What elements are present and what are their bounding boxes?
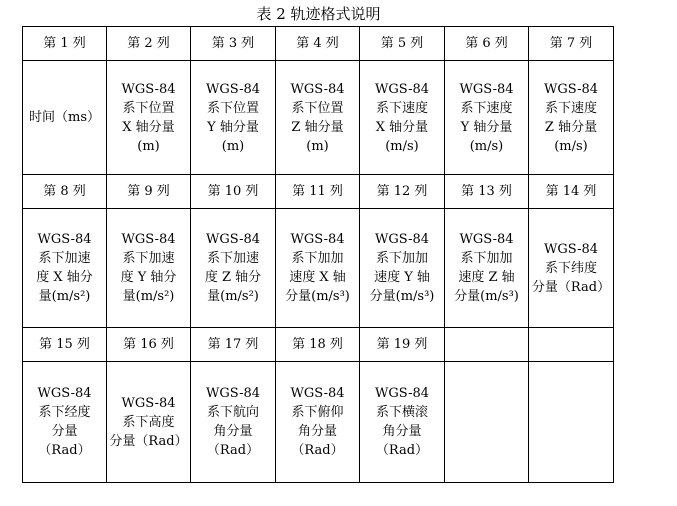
- column-description: WGS-84 系下速度 Z 轴分量 (m/s): [529, 61, 614, 175]
- column-description: WGS-84 系下速度 Y 轴分量 (m/s): [445, 61, 529, 175]
- column-description: WGS-84 系下横滚 角分量 （Rad）: [360, 362, 445, 483]
- column-description: 时间（ms）: [23, 61, 107, 175]
- column-description: [445, 362, 529, 483]
- column-header: 第 13 列: [445, 175, 529, 209]
- column-header: 第 19 列: [360, 328, 445, 362]
- column-header: 第 12 列: [360, 175, 445, 209]
- column-description: WGS-84 系下速度 X 轴分量 (m/s): [360, 61, 445, 175]
- column-header: 第 6 列: [445, 27, 529, 61]
- column-header: 第 5 列: [360, 27, 445, 61]
- column-header: 第 7 列: [529, 27, 614, 61]
- column-header: 第 16 列: [107, 328, 191, 362]
- table-caption: 表 2 轨迹格式说明: [256, 5, 381, 23]
- column-header: 第 17 列: [191, 328, 276, 362]
- column-header: 第 18 列: [276, 328, 360, 362]
- column-header: 第 1 列: [23, 27, 107, 61]
- column-header: 第 8 列: [23, 175, 107, 209]
- column-header: 第 2 列: [107, 27, 191, 61]
- column-header: 第 9 列: [107, 175, 191, 209]
- column-header: 第 15 列: [23, 328, 107, 362]
- column-description: WGS-84 系下位置 X 轴分量 (m): [107, 61, 191, 175]
- column-description: WGS-84 系下航向 角分量 （Rad）: [191, 362, 276, 483]
- column-description: WGS-84 系下加加 速度 Z 轴 分量(m/s³): [445, 209, 529, 328]
- trajectory-format-table: [22, 26, 614, 483]
- column-header: [529, 328, 614, 362]
- column-description: WGS-84 系下加速 度 Y 轴分 量(m/s²): [107, 209, 191, 328]
- column-header: 第 10 列: [191, 175, 276, 209]
- column-header: 第 3 列: [191, 27, 276, 61]
- column-description: WGS-84 系下加速 度 Z 轴分 量(m/s²): [191, 209, 276, 328]
- column-description: WGS-84 系下纬度 分量（Rad）: [529, 209, 614, 328]
- column-description: WGS-84 系下经度 分量 （Rad）: [23, 362, 107, 483]
- column-description: WGS-84 系下加速 度 X 轴分 量(m/s²): [23, 209, 107, 328]
- column-description: WGS-84 系下俯仰 角分量 （Rad）: [276, 362, 360, 483]
- header-row-3: [23, 328, 614, 362]
- column-description: WGS-84 系下加加 速度 Y 轴 分量(m/s³): [360, 209, 445, 328]
- header-row-1: [23, 27, 614, 61]
- header-row-2: [23, 175, 614, 209]
- column-description: WGS-84 系下位置 Z 轴分量 (m): [276, 61, 360, 175]
- description-row-3: [23, 362, 614, 483]
- column-description: WGS-84 系下位置 Y 轴分量 (m): [191, 61, 276, 175]
- column-header: 第 4 列: [276, 27, 360, 61]
- column-description: WGS-84 系下高度 分量（Rad）: [107, 362, 191, 483]
- description-row-2: [23, 209, 614, 328]
- column-description: WGS-84 系下加加 速度 X 轴 分量(m/s³): [276, 209, 360, 328]
- column-description: [529, 362, 614, 483]
- column-header: 第 11 列: [276, 175, 360, 209]
- column-header: 第 14 列: [529, 175, 614, 209]
- column-header: [445, 328, 529, 362]
- description-row-1: [23, 61, 614, 175]
